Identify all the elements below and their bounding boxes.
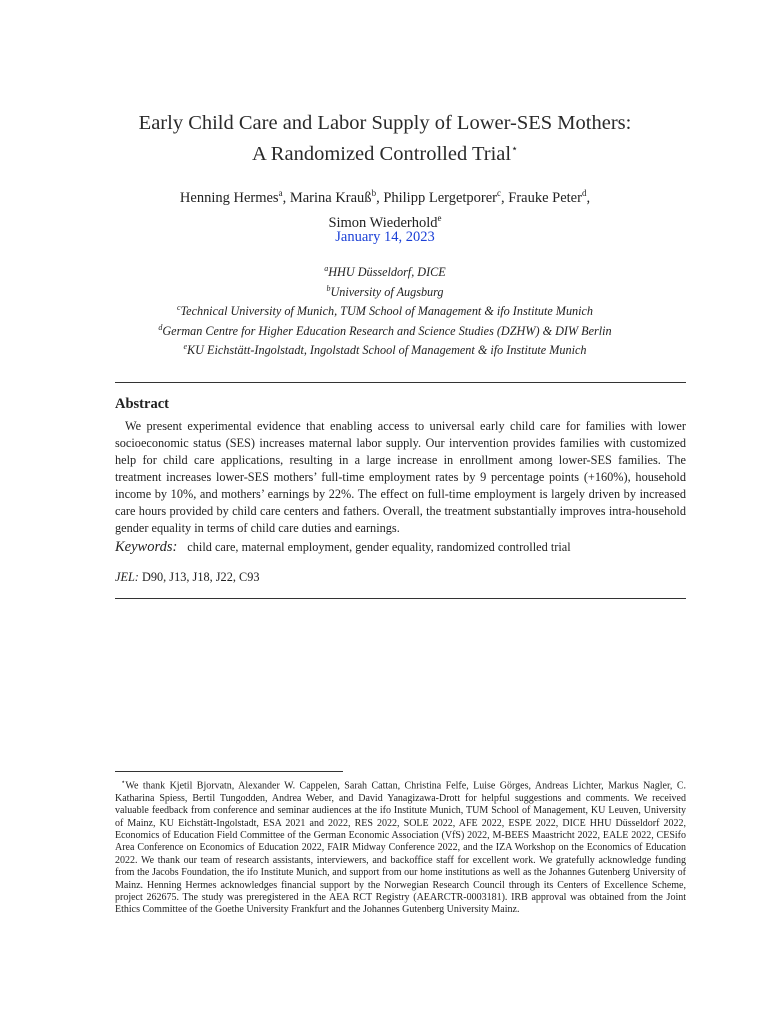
affiliation-item — [0, 300, 770, 320]
author-separator: , — [501, 189, 509, 206]
author-list — [0, 183, 770, 233]
author-affil-mark: b — [371, 188, 377, 198]
footnote — [115, 776, 686, 917]
paper-date[interactable]: January 14, 2023 — [335, 229, 435, 245]
affiliation-text: Technical University of Munich, TUM School of Management & ifo Institute Munich — [180, 304, 594, 319]
jel-codes: D90, J13, J18, J22, C93 — [141, 570, 260, 584]
title-line-1: Early Child Care and Labor Supply of Lower-SES Mothers: — [138, 112, 632, 134]
author-affil-mark: d — [581, 188, 587, 198]
jel-label: JEL: — [115, 570, 139, 584]
affiliation-item — [0, 281, 770, 301]
title-line-2-text: A Randomized Controlled Trial — [252, 142, 512, 165]
author-name: Philipp Lergetporer — [383, 189, 498, 206]
affiliation-mark: d — [158, 322, 163, 332]
author-affil-mark: c — [497, 188, 502, 198]
jel-line — [115, 570, 260, 585]
keywords-text: child care, maternal employment, gender equality, randomized controlled trial — [187, 540, 571, 554]
keywords-label: Keywords: — [115, 539, 178, 555]
footnote-text: We thank Kjetil Bjorvatn, Alexander W. Cappelen, Sarah Cattan, Christina Felfe, Luise Görges, Andreas Lichter, Markus Nagler, C. Katharina Spiess, Bertil Tungodden, Andrea Weber, and David Yanagizawa-Drott for helpful suggestions and comments. We received valuable feedback from conference and seminar audiences at the ifo Institute Munich, TUM School of Management, KU Leuven, University of Mainz, KU Eichstätt-Ingolstadt, ESA 2021 and 2022, RES 2022, SOLE 2022, AFE 2022, ESPE 2022, DICE HHU Düsseldorf 2022, Economics of Education Field Committee of the German Economic Association (VfS) 2022, M-BEES Maastricht 2022, EALE 2022, CESifo Area Conference on Economics of Education 2022, FAIR Midway Conference 2022, and the IZA Workshop on the Economics of Education 2022. We thank our team of research assistants, interviewers, and backoffice staff for excellent work. We gratefully acknowledge funding from the Jacobs Foundation, the ifo Institute Munich, and support from our home institutions as well as the Johannes Gutenberg University of Mainz. Henning Hermes acknowledges financial support by the Norwegian Research Council through its Centers of Excellence Scheme, project 262675. The study was preregistered in the AEA RCT Registry (AEARCTR-0003181). IRB approval was obtained from the Joint Ethics Committee of the Goethe University Frankfurt and the Johannes Gutenberg University Mainz. — [115, 780, 686, 916]
author-separator: , — [282, 189, 290, 206]
footnote-mark: ⋆ — [121, 778, 126, 786]
abstract-top-rule — [115, 382, 686, 383]
affiliation-text: KU Eichstätt-Ingolstadt, Ingolstadt School of Management & ifo Institute Munich — [187, 343, 587, 358]
title-footnote-mark: ⋆ — [511, 143, 518, 155]
affiliation-text: University of Augsburg — [330, 284, 444, 299]
author-line-1 — [0, 183, 770, 208]
title-line-2 — [0, 136, 770, 167]
author-affil-mark: a — [278, 188, 283, 198]
affiliation-mark: a — [324, 264, 329, 273]
abstract-heading: Abstract — [115, 396, 169, 412]
footnote-rule — [115, 771, 343, 772]
author-affil-mark: e — [437, 212, 442, 223]
affiliation-list — [0, 261, 770, 359]
affiliation-text: German Centre for Higher Education Research and Science Studies (DZHW) & DIW Berlin — [162, 323, 612, 338]
author-name: Simon Wiederhold — [328, 214, 438, 231]
affiliation-mark: e — [183, 342, 188, 352]
affiliation-mark: c — [176, 303, 181, 313]
abstract-bottom-rule — [115, 598, 686, 599]
author-name: Frauke Peter — [508, 189, 582, 206]
paper-title — [0, 110, 770, 167]
keywords-line — [115, 539, 571, 556]
abstract-text: We present experimental evidence that enabling access to universal early child care for families with lower socioeconomic status (SES) increases maternal labor supply. Our intervention provides families with customized help for child care applications, resulting in a large increase in enrollment among lower-SES families. The treatment increases lower-SES mothers’ full-time employment rates by 9 percentage points (+160%), household income by 10%, and mothers’ earnings by 22%. The effect on full-time employment is largely driven by increased care hours provided by child care centers and fathers. Overall, the treatment substantially improves intra-household gender equality in terms of child care duties and earnings. — [115, 419, 686, 535]
affiliation-mark: b — [326, 283, 331, 293]
affiliation-item — [0, 320, 770, 340]
affiliation-text: HHU Düsseldorf, DICE — [328, 265, 446, 280]
affiliation-item — [0, 261, 770, 281]
author-separator: , — [376, 189, 384, 206]
author-name: Henning Hermes — [179, 189, 279, 206]
author-name: Marina Krauß — [289, 189, 372, 206]
affiliation-item — [0, 339, 770, 359]
author-separator: , — [586, 189, 591, 206]
